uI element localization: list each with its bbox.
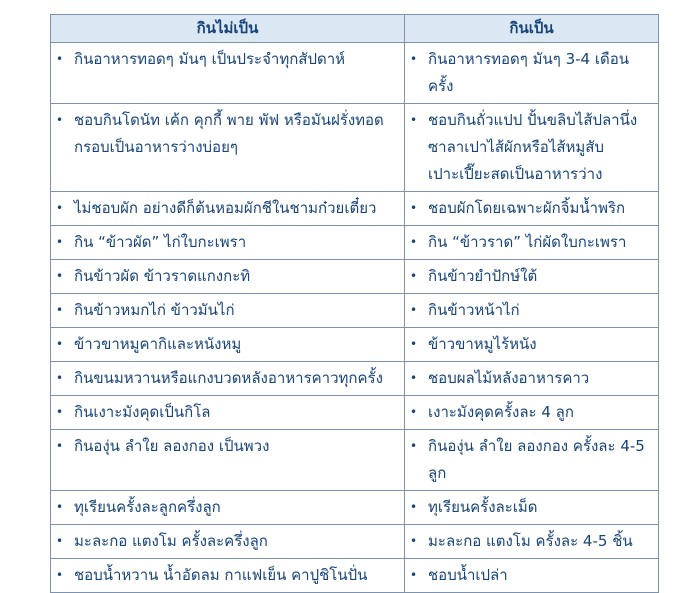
header-eat-right: กินเป็น [405, 15, 659, 43]
cell-eat-wrong [51, 362, 405, 396]
cell-eat-right [405, 559, 659, 593]
bullet-icon: • [56, 534, 64, 548]
cell-text: กิน “ข้าวผัด” ไก่ใบกะเพรา [74, 233, 247, 251]
cell-text: เงาะมังคุดครั้งละ 4 ลูก [428, 403, 574, 421]
bullet-icon: • [410, 371, 418, 385]
cell-eat-wrong [51, 226, 405, 260]
bullet-icon: • [56, 405, 64, 419]
cell-eat-wrong [51, 525, 405, 559]
cell-text: ชอบกินโดนัท เค้ก คุกกี้ พาย พัฟ หรือมันฝรั่งทอดกรอบเป็นอาหารว่างบ่อยๆ [74, 111, 384, 156]
cell-text: ชอบผักโดยเฉพาะผักจิ้มน้ำพริก [428, 199, 626, 217]
cell-eat-right [405, 430, 659, 491]
table-row [51, 104, 659, 192]
table-row [51, 491, 659, 525]
cell-eat-wrong [51, 104, 405, 192]
cell-text: กินองุ่น ลำใย ลองกอง เป็นพวง [74, 437, 270, 455]
table-body [51, 43, 659, 593]
bullet-icon: • [410, 201, 418, 215]
table-row [51, 192, 659, 226]
cell-eat-right [405, 396, 659, 430]
table-row [51, 430, 659, 491]
cell-text: กินข้าวผัด ข้าวราดแกงกะทิ [74, 267, 251, 285]
bullet-icon: • [56, 500, 64, 514]
bullet-icon: • [56, 337, 64, 351]
cell-eat-wrong [51, 396, 405, 430]
cell-eat-right [405, 294, 659, 328]
cell-text: ชอบน้ำหวาน น้ำอัดลม กาแฟเย็น คาปูชิโนปั่น [74, 566, 368, 584]
cell-eat-wrong [51, 43, 405, 104]
header-row [51, 15, 659, 43]
bullet-icon: • [410, 500, 418, 514]
table-row [51, 396, 659, 430]
cell-text: กินอาหารทอดๆ มันๆ 3-4 เดือนครั้ง [428, 50, 629, 95]
cell-text: มะละกอ แตงโม ครั้งละครึ่งลูก [74, 532, 268, 550]
cell-text: มะละกอ แตงโม ครั้งละ 4-5 ชิ้น [428, 532, 633, 550]
bullet-icon: • [410, 269, 418, 283]
bullet-icon: • [410, 534, 418, 548]
bullet-icon: • [410, 439, 418, 453]
bullet-icon: • [56, 303, 64, 317]
bullet-icon: • [56, 269, 64, 283]
cell-eat-wrong [51, 559, 405, 593]
table-row [51, 43, 659, 104]
cell-text: กินข้าวหมกไก่ ข้าวมันไก่ [74, 301, 235, 319]
bullet-icon: • [56, 568, 64, 582]
cell-eat-right [405, 328, 659, 362]
cell-text: ชอบผลไม้หลังอาหารคาว [428, 369, 590, 387]
cell-text: ชอบกินถั่วแปป ปั้นขลิบไส้ปลานึ่ง ซาลาเปาไส้ผักหรือไส้หมูสับ เปาะเปี๊ยะสดเป็นอาหารว่าง [428, 111, 638, 183]
cell-eat-right [405, 260, 659, 294]
cell-text: กินข้าวยำปักษ์ใต้ [428, 267, 538, 285]
cell-eat-wrong [51, 260, 405, 294]
table-row [51, 525, 659, 559]
cell-eat-right [405, 226, 659, 260]
bullet-icon: • [410, 303, 418, 317]
table-row [51, 362, 659, 396]
cell-text: กินอาหารทอดๆ มันๆ เป็นประจำทุกสัปดาห์ [74, 50, 346, 68]
cell-eat-wrong [51, 491, 405, 525]
cell-text: ทุเรียนครั้งละเม็ด [428, 498, 538, 516]
bullet-icon: • [56, 201, 64, 215]
table-row [51, 328, 659, 362]
cell-eat-right [405, 525, 659, 559]
cell-text: กินเงาะมังคุดเป็นกิโล [74, 403, 211, 421]
cell-text: กินข้าวหน้าไก่ [428, 301, 520, 319]
table-row [51, 260, 659, 294]
cell-text: ทุเรียนครั้งละลูกครึ่งลูก [74, 498, 221, 516]
bullet-icon: • [410, 52, 418, 66]
cell-text: ข้าวขาหมูคากิและหนังหมู [74, 335, 242, 353]
cell-eat-wrong [51, 294, 405, 328]
cell-eat-wrong [51, 328, 405, 362]
bullet-icon: • [56, 371, 64, 385]
cell-eat-right [405, 192, 659, 226]
table-row [51, 559, 659, 593]
cell-text: กินองุ่น ลำใย ลองกอง ครั้งละ 4-5 ลูก [428, 437, 645, 482]
cell-eat-wrong [51, 430, 405, 491]
cell-text: กินขนมหวานหรือแกงบวดหลังอาหารคาวทุกครั้ง [74, 369, 383, 387]
cell-eat-right [405, 362, 659, 396]
cell-text: ข้าวขาหมูไร้หนัง [428, 335, 537, 353]
bullet-icon: • [56, 439, 64, 453]
table-row [51, 294, 659, 328]
cell-text: ชอบน้ำเปล่า [428, 566, 508, 584]
cell-eat-right [405, 104, 659, 192]
bullet-icon: • [56, 52, 64, 66]
cell-text: ไม่ชอบผัก อย่างดีก็ต้นหอมผักชีในชามก๋วยเตี๋ยว [74, 199, 377, 217]
comparison-table [50, 14, 659, 593]
cell-eat-right [405, 491, 659, 525]
bullet-icon: • [410, 405, 418, 419]
bullet-icon: • [410, 568, 418, 582]
bullet-icon: • [56, 235, 64, 249]
cell-eat-right [405, 43, 659, 104]
bullet-icon: • [410, 235, 418, 249]
cell-text: กิน “ข้าวราด” ไก่ผัดใบกะเพรา [428, 233, 627, 251]
bullet-icon: • [56, 113, 64, 127]
header-eat-wrong: กินไม่เป็น [51, 15, 405, 43]
bullet-icon: • [410, 337, 418, 351]
cell-eat-wrong [51, 192, 405, 226]
bullet-icon: • [410, 113, 418, 127]
table-row [51, 226, 659, 260]
